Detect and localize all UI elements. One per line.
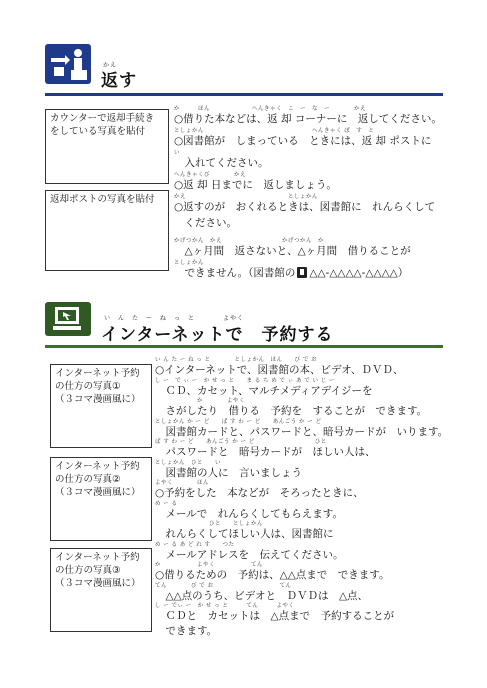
ruby-text: か よやく: [155, 398, 246, 404]
section-divider: [45, 93, 443, 96]
instruction-line: [155, 583, 455, 604]
ruby-text: としょかん へんきゃく ぽ す と: [174, 128, 375, 134]
instruction-text: ください。: [174, 217, 237, 229]
photo-placeholder-counter: カウンターで返却手続き をしている写真を貼付: [45, 109, 169, 184]
ruby-text: め ー る あ ど れ す つた: [155, 541, 235, 548]
photo-placeholder-internet-1: インターネット予約 の仕方の写真① （３コマ漫画風に）: [50, 364, 152, 448]
instruction-text: ○返すのが おくれるときは、図書館に れんらくして: [174, 201, 436, 213]
ruby-text: かえ としょかん: [174, 194, 319, 200]
instruction-text: 図書館の人に 言いましょう: [155, 466, 302, 479]
ruby-text: よやく ほん: [155, 480, 210, 486]
instruction-text: ○借りるための 予約は、△△点まで できます。: [155, 569, 390, 581]
ruby-text: い: [174, 150, 181, 156]
instruction-line: [155, 480, 455, 501]
section-title-return: 返す: [101, 71, 137, 91]
instruction-text: ○予約をした 本などが そろったときに、: [155, 487, 364, 499]
photo-placeholder-return-post: 返却ポストの写真を貼付: [45, 190, 169, 271]
instruction-line: [155, 542, 455, 563]
instruction-line: [174, 106, 454, 128]
computer-monitor-icon: [45, 302, 91, 336]
ruby-text: か ほん へんきゃく こ ー な ー かえ: [174, 106, 367, 112]
instruction-text: △△点のうち、ビデオと ＤＶＤは △点、: [155, 589, 369, 602]
ruby-text: ひと としょかん: [155, 521, 264, 527]
instruction-text: ○図書館が しまっている ときには、返 却 ポストに: [174, 135, 432, 147]
ruby-text: し ー で ぃ ー か せ っ と ま る ち め で ぃ あ で い じ ー: [155, 377, 335, 384]
ruby-text: としょかん: [174, 260, 205, 266]
ruby-text: ぱ す わ ー ど あんごう か ー ど ひと: [155, 439, 327, 445]
return-instructions: [174, 106, 454, 282]
title-ruby: かえ: [103, 62, 118, 69]
ruby-text: としょかん か ー ど ぱ す わ ー ど あんごう か ー ど: [155, 418, 322, 425]
ruby-text: め ー る: [155, 500, 178, 507]
section-divider: [45, 345, 443, 348]
telephone-icon: [297, 267, 307, 278]
ruby-text: か よやく てん: [155, 562, 264, 568]
instruction-line: [155, 357, 455, 378]
ruby-text: い ん た ー ね っ と としょかん ほん び で お: [155, 357, 317, 363]
instruction-line: [174, 260, 454, 282]
instruction-line: [155, 603, 455, 624]
section-title-internet: インターネットで 予約する: [101, 325, 334, 345]
ruby-text: かげつかん かえ かげつかん か: [174, 238, 325, 244]
instruction-text: [174, 266, 454, 280]
ruby-text: へんきゃくび かえ: [174, 172, 247, 178]
instruction-line: [155, 460, 455, 481]
return-book-icon: [45, 44, 91, 84]
instruction-text: パスワードと 暗号カードが ほしい人は、: [155, 446, 376, 458]
title-ruby: い ん た ー ね っ と よやく: [104, 315, 245, 322]
instruction-line: [155, 521, 455, 542]
instruction-line: [155, 378, 455, 399]
instruction-line: [174, 194, 454, 216]
instruction-text: 入れてください。: [174, 157, 269, 169]
instruction-text: ＣＤ、カセット、マルチメディアデイジーを: [155, 384, 373, 397]
instruction-text: 図書館カードと、パスワードと、暗号カードが いります。: [155, 425, 449, 438]
instruction-line: [155, 501, 455, 522]
instruction-text: ○借りた本などは、返 却 コーナーに 返してください。: [174, 113, 442, 125]
photo-placeholder-internet-3: インターネット予約 の仕方の写真③ （３コマ漫画風に）: [50, 548, 152, 632]
instruction-text: ＣＤと カセットは △点まで 予約することが: [155, 610, 395, 622]
instruction-text: れんらくしてほしい人は、図書館に: [155, 528, 334, 540]
ruby-text: し ー でぃ ー か せ っ と てん よやく: [155, 603, 295, 609]
phone-number: △△-△△△△-△△△△）: [309, 267, 409, 279]
ruby-text: としょかん ひと い: [155, 459, 222, 466]
instruction-line: [155, 398, 455, 419]
instruction-text: △ヶ月間 返さないと、△ヶ月間 借りることが: [174, 245, 411, 257]
instruction-line: [174, 172, 454, 194]
instruction-text: ○返 却 日までに 返しましょう。: [174, 179, 337, 191]
instruction-text: さがしたり 借りる 予約を することが できます。: [155, 405, 428, 417]
instruction-line: [174, 128, 454, 150]
instruction-line: [174, 150, 454, 172]
internet-instructions: [155, 357, 455, 644]
instruction-line: [174, 238, 454, 260]
instruction-line: [155, 562, 455, 583]
instruction-line: [155, 624, 455, 645]
photo-placeholder-internet-2: インターネット予約 の仕方の写真② （３コマ漫画風に）: [50, 457, 152, 541]
instruction-text: ○インターネットで、図書館の本、ビデオ、ＤＶＤ、: [155, 364, 404, 376]
instruction-text: できます。: [155, 624, 218, 637]
instruction-line: [155, 419, 455, 440]
instruction-text-part: できません。（図書館の: [174, 267, 296, 279]
instruction-line: [174, 216, 454, 238]
ruby-text: てん び で お てん: [155, 582, 292, 589]
instruction-text: メールアドレスを 伝えてください。: [155, 548, 344, 561]
instruction-text: メールで れんらくしてもらえます。: [155, 507, 343, 520]
instruction-line: [155, 439, 455, 460]
